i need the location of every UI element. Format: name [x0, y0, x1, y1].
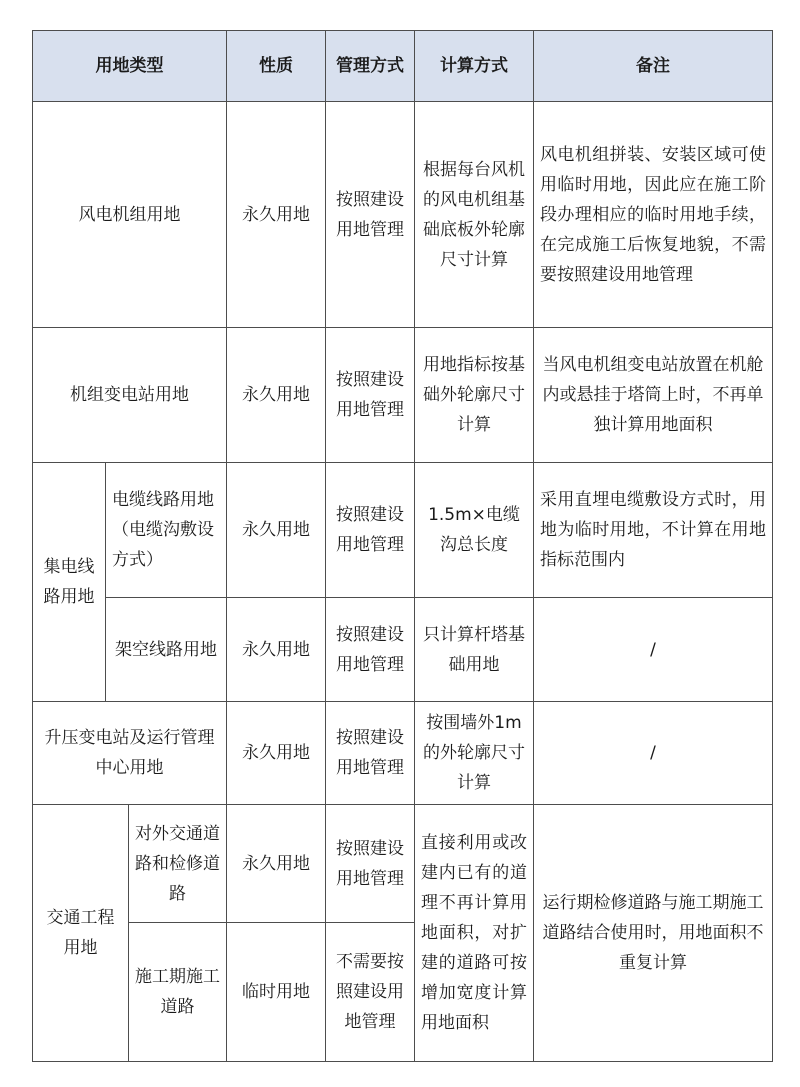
calculation-cell: 1.5m×电缆沟总长度 [415, 463, 534, 598]
land-type-cell: 对外交通道路和检修道路 [129, 805, 227, 923]
table-row [33, 463, 773, 598]
land-type-cell: 升压变电站及运行管理中心用地 [33, 702, 227, 805]
remarks-cell: 风电机组拼装、安装区域可使用临时用地，因此应在施工阶段办理相应的临时用地手续，在完成施工后恢复地貌，不需要按照建设用地管理 [534, 102, 773, 328]
calculation-cell: 用地指标按基础外轮廓尺寸计算 [415, 328, 534, 463]
management-cell: 按照建设用地管理 [326, 463, 415, 598]
nature-cell: 永久用地 [227, 102, 326, 328]
header-land-type: 用地类型 [33, 31, 227, 102]
land-use-table [32, 30, 773, 1062]
land-type-cell: 电缆线路用地（电缆沟敷设方式） [106, 463, 227, 598]
header-calculation: 计算方式 [415, 31, 534, 102]
table-row [33, 328, 773, 463]
management-cell: 按照建设用地管理 [326, 702, 415, 805]
calculation-cell: 只计算杆塔基础用地 [415, 598, 534, 702]
management-cell: 不需要按照建设用地管理 [326, 923, 415, 1062]
calculation-cell: 按围墙外1m 的外轮廓尺寸计算 [415, 702, 534, 805]
management-cell: 按照建设用地管理 [326, 598, 415, 702]
management-cell: 按照建设用地管理 [326, 328, 415, 463]
nature-cell: 临时用地 [227, 923, 326, 1062]
header-management: 管理方式 [326, 31, 415, 102]
remarks-cell: 运行期检修道路与施工期施工道路结合使用时，用地面积不重复计算 [534, 805, 773, 1062]
calculation-cell: 根据每台风机的风电机组基础底板外轮廓尺寸计算 [415, 102, 534, 328]
land-type-cell: 机组变电站用地 [33, 328, 227, 463]
table-row [33, 805, 773, 923]
nature-cell: 永久用地 [227, 598, 326, 702]
nature-cell: 永久用地 [227, 463, 326, 598]
group-cell: 交通工程用地 [33, 805, 129, 1062]
remarks-cell: / [534, 598, 773, 702]
group-cell: 集电线路用地 [33, 463, 106, 702]
nature-cell: 永久用地 [227, 702, 326, 805]
calculation-cell: 直接利用或改建内已有的道理不再计算用地面积，对扩建的道路可按增加宽度计算用地面积 [415, 805, 534, 1062]
table-row [33, 702, 773, 805]
remarks-cell: 采用直埋电缆敷设方式时，用地为临时用地，不计算在用地指标范围内 [534, 463, 773, 598]
management-cell: 按照建设用地管理 [326, 102, 415, 328]
table-row [33, 102, 773, 328]
land-type-cell: 施工期施工道路 [129, 923, 227, 1062]
land-type-cell: 架空线路用地 [106, 598, 227, 702]
land-type-cell: 风电机组用地 [33, 102, 227, 328]
header-row [33, 31, 773, 102]
header-remarks: 备注 [534, 31, 773, 102]
remarks-cell: / [534, 702, 773, 805]
header-nature: 性质 [227, 31, 326, 102]
management-cell: 按照建设用地管理 [326, 805, 415, 923]
remarks-cell: 当风电机组变电站放置在机舱内或悬挂于塔筒上时，不再单独计算用地面积 [534, 328, 773, 463]
table-row [33, 598, 773, 702]
nature-cell: 永久用地 [227, 805, 326, 923]
nature-cell: 永久用地 [227, 328, 326, 463]
